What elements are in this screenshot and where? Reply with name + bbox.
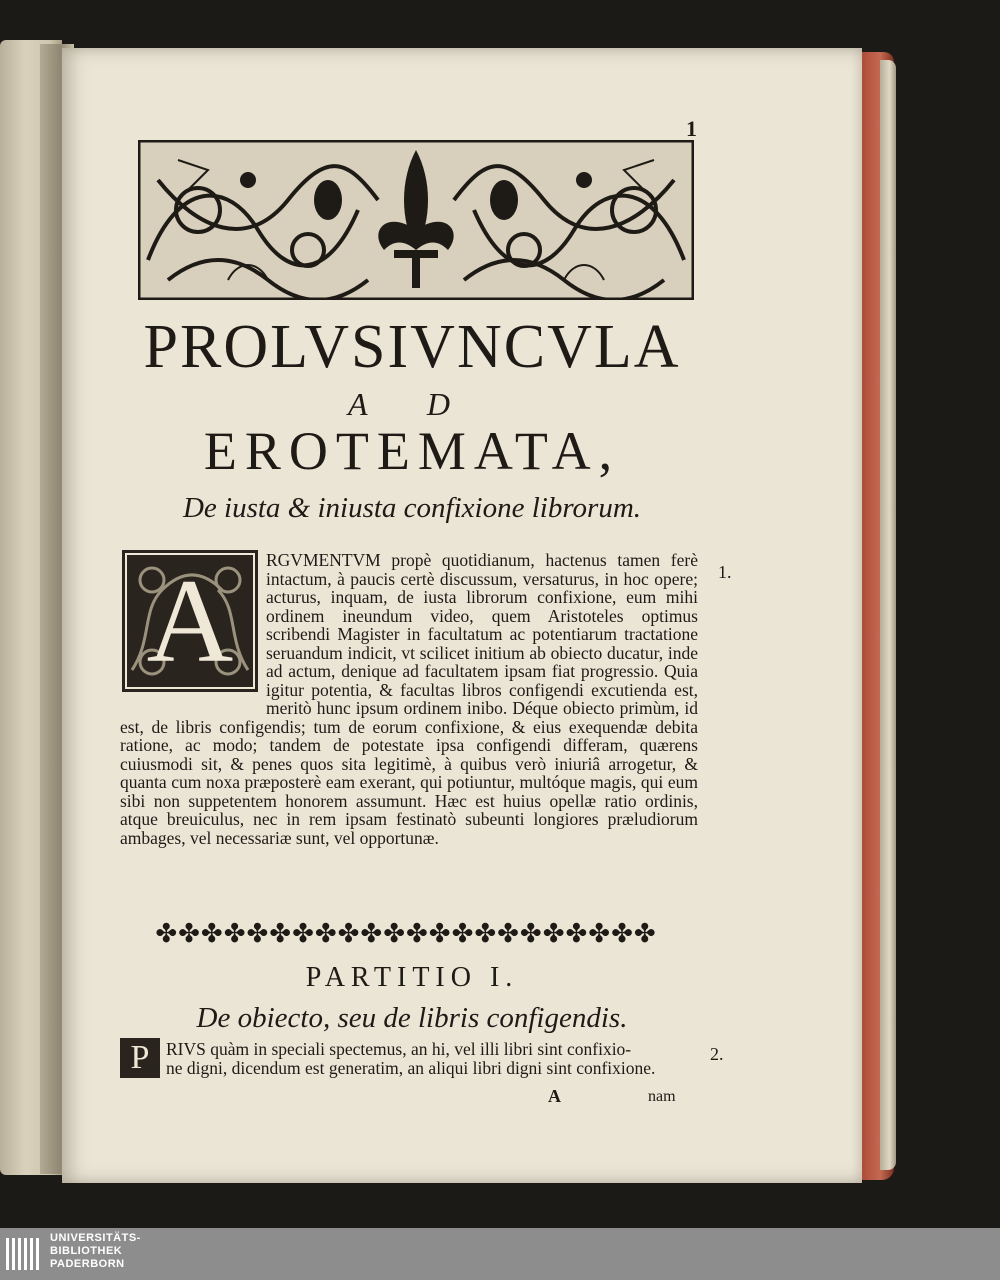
ornamental-headpiece (138, 140, 694, 300)
section-line-1: RIVS quàm in speciali spectemus, an hi, vel illi libri sint confixio- (166, 1039, 632, 1059)
initial-letter-a: A (146, 554, 234, 687)
subtitle: De iusta & iniusta confixione librorum. (182, 492, 642, 524)
fleuron-ornament-row: ✤✤✤✤✤✤✤✤✤✤✤✤✤✤✤✤✤✤✤✤✤✤ (155, 920, 657, 948)
book-page (62, 48, 862, 1183)
library-name-line-1: UNIVERSITÄTS- (50, 1232, 141, 1244)
library-footer (0, 1228, 1000, 1280)
title-ad: A D (347, 386, 477, 422)
section-subheading: De obiecto, seu de libris configendis. (196, 1002, 628, 1034)
library-logo-icon (4, 1234, 44, 1274)
signature-mark: A (548, 1086, 561, 1106)
library-name-line-2: BIBLIOTHEK (50, 1245, 123, 1257)
section-heading: PARTITIO I. (305, 962, 519, 993)
page-number: 1 (686, 116, 697, 141)
catchword: nam (648, 1088, 676, 1105)
margin-note-2: 2. (710, 1044, 724, 1064)
title-main: PROLVSIVNCVLA (143, 313, 681, 381)
section-line-2: ne digni, dicendum est generatim, an aliqui libri digni sint confixione. (166, 1058, 656, 1078)
cover-edge (880, 60, 896, 1170)
library-name (50, 1232, 141, 1271)
intro-paragraph-block (120, 551, 698, 847)
library-name-line-3: PADERBORN (50, 1258, 125, 1270)
title-erotemata: EROTEMATA, (203, 421, 621, 481)
initial-letter-p: P (120, 1038, 160, 1078)
section-paragraph (166, 1040, 686, 1078)
intro-paragraph: RGVMENTVM propè quotidianum, hactenus tamen ferè intactum, à paucis certè discussum, versaturus, in hoc opere; acturus, inquam, de iusta librorum confixione, eum mihi ordinem ineundum video, quem Aristoteles optimus scribendi Magister in facultatum ac potentiarum tractatione seruandum indicit, vt scilicet initium ab obiecto ducatur, inde ad actum, denique ad facultatem ipsam fiat progressio. Quia igitur potentia, & facultas libros configendi excutienda est, meritò hunc ipsum ordinem inibo. Déque obiecto primùm, id est, de libris configendis; tum de eorum confixione, & eius exequendæ debita ratione, ac modo; tandem de potestate ipsa configendi differam, quærens cuiusmodi sit, & penes quos sita legitimè, à quibus verò iniuriâ arrogetur, & quanta cum noxa præposterè eam exerant, qui potiuntur, multóque magis, qui eum sibi non suppetentem honorem assumunt. Hæc est huius opellæ ratio ordinis, atque breuiculus, nec in rem ipsam festinatò subeunti longiores præludiorum ambages, vel necessariæ sunt, vel opportunæ. (120, 550, 698, 848)
margin-note-1: 1. (718, 562, 732, 582)
